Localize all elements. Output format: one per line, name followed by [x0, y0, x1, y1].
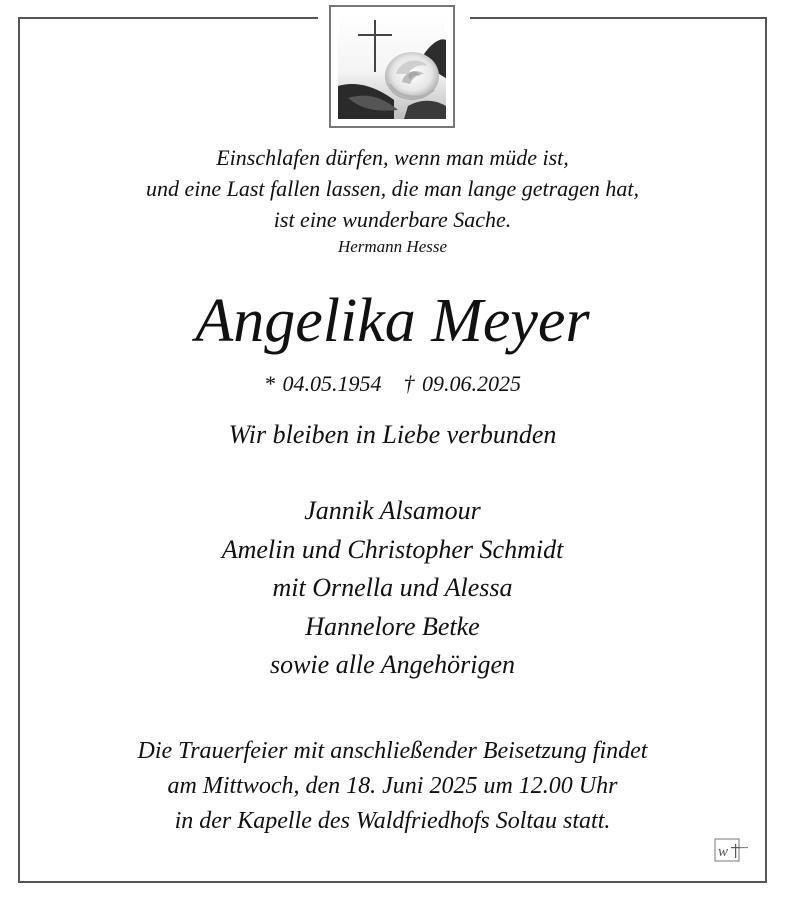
ceremony-info [18, 734, 767, 839]
family-line: sowie alle Angehörigen [269, 650, 516, 679]
ceremony-line: in der Kapelle des Waldfriedhofs Soltau statt. [174, 808, 611, 834]
death-date: † 09.06.2025 [403, 371, 521, 396]
quote [18, 142, 767, 235]
publisher-logo-icon [714, 836, 750, 864]
motto: Wir bleiben in Liebe verbunden [228, 420, 557, 449]
memorial-photo [329, 5, 455, 128]
quote-line: und eine Last fallen lassen, die man lange getragen hat, [145, 176, 640, 201]
svg-text:w: w [718, 844, 729, 860]
family-list [18, 492, 767, 685]
cross-and-rose-icon [338, 14, 446, 119]
quote-line: ist eine wunderbare Sache. [273, 207, 512, 232]
quote-author: Hermann Hesse [337, 237, 448, 256]
life-dates [18, 369, 767, 399]
family-line: Amelin und Christopher Schmidt [221, 534, 564, 564]
family-line: mit Ornella und Alessa [272, 573, 513, 602]
deceased-name: Angelika Meyer [195, 287, 590, 355]
family-line: Jannik Alsamour [304, 496, 481, 525]
ceremony-line: Die Trauerfeier mit anschließender Beisetzung findet [137, 738, 648, 764]
birth-date: * 04.05.1954 [264, 371, 382, 396]
family-line: Hannelore Betke [305, 611, 480, 641]
quote-line: Einschlafen dürfen, wenn man müde ist, [216, 145, 569, 170]
ceremony-line: am Mittwoch, den 18. Juni 2025 um 12.00 Uhr [167, 773, 618, 799]
